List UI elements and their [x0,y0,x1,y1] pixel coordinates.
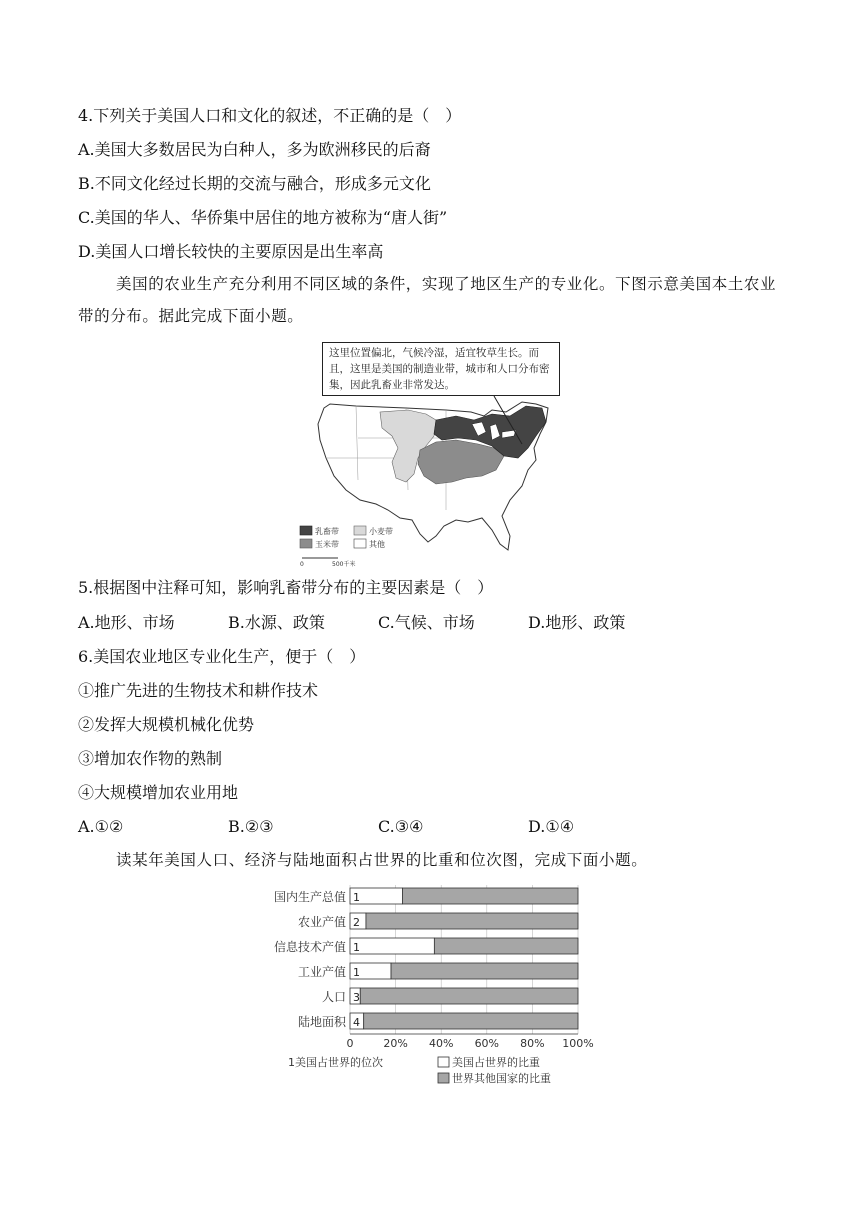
x-tick-label: 0 [346,1037,354,1050]
bar-rest-share [391,963,578,979]
q4-option-a: A.美国大多数居民为白种人，多为欧洲移民的后裔 [78,140,431,159]
category-label: 信息技术产值 [273,940,346,954]
rank-label: 1 [353,966,360,979]
x-tick-label: 100% [562,1037,594,1050]
x-tick-label: 60% [474,1037,500,1050]
bar-us-share [350,938,434,954]
bar-chart-svg [250,878,610,1093]
legend-label-wheat: 小麦带 [369,527,393,536]
q6-stem: 6.美国农业地区专业化生产，便于（ ） [78,647,366,666]
map-annotation-note: 这里位置偏北，气候冷湿，适宜牧草生长。而且，这里是美国的制造业带，城市和人口分布密集，因此乳畜业非常发达。 [322,342,560,396]
category-label: 农业产值 [297,915,346,929]
legend-label-dairy: 乳畜带 [315,527,339,536]
legend-label-us-share: 美国占世界的比重 [452,1056,540,1069]
legend-swatch-corn [300,539,312,548]
q5-option-c: C.气候、市场 [378,613,475,632]
bar-rest-share [402,888,578,904]
intro-paragraph-1: 美国的农业生产充分利用不同区域的条件，实现了地区生产的专业化。下图示意美国本土农业带的分布。据此完成下面小题。 [78,275,777,325]
q6-item-3: ③增加农作物的熟制 [78,749,223,768]
bar-rest-share [360,988,578,1004]
q6-item-4: ④大规模增加农业用地 [78,783,239,802]
us-share-bar-chart [250,878,610,1093]
scale-zero: 0 [300,561,304,568]
q6-option-c: C.③④ [378,817,424,836]
intro-paragraph-2: 读某年美国人口、经济与陆地面积占世界的比重和位次图，完成下面小题。 [116,851,648,869]
legend-swatch-wheat [354,526,366,535]
q4-stem: 4.下列关于美国人口和文化的叙述，不正确的是（ ） [78,106,462,125]
rank-legend-label: 1美国占世界的位次 [288,1056,383,1069]
legend-swatch-rest-share [438,1073,449,1083]
legend-label-rest-share: 世界其他国家的比重 [452,1072,551,1085]
q5-option-a: A.地形、市场 [78,613,175,632]
rank-label: 4 [353,1016,360,1029]
category-label: 国内生产总值 [273,890,346,904]
legend-swatch-other [354,539,366,548]
x-tick-label: 20% [383,1037,408,1050]
legend-swatch-us-share [438,1057,449,1067]
q4-option-c: C.美国的华人、华侨集中居住的地方被称为“唐人街” [78,208,448,227]
category-label: 陆地面积 [297,1015,346,1029]
q4-option-b: B.不同文化经过长期的交流与融合，形成多元文化 [78,174,431,193]
rank-label: 1 [353,941,360,954]
q6-item-2: ②发挥大规模机械化优势 [78,715,255,734]
q6-item-1: ①推广先进的生物技术和耕作技术 [78,681,319,700]
q4-option-d: D.美国人口增长较快的主要原因是出生率高 [78,242,384,261]
rank-label: 1 [353,891,360,904]
bar-rest-share [434,938,578,954]
rank-label: 3 [353,991,360,1004]
q5-option-d: D.地形、政策 [528,613,626,632]
legend-label-other: 其他 [369,540,385,549]
bar-rest-share [364,1013,578,1029]
bar-rest-share [366,913,578,929]
legend-swatch-dairy [300,526,312,535]
legend-label-corn: 玉米带 [315,540,339,549]
q6-option-d: D.①④ [528,817,575,836]
x-tick-label: 40% [428,1037,454,1050]
q5-stem: 5.根据图中注释可知，影响乳畜带分布的主要因素是（ ） [78,578,494,597]
category-label: 人口 [321,990,346,1004]
rank-label: 2 [353,916,360,929]
category-label: 工业产值 [297,965,346,979]
q6-option-a: A.①② [78,817,124,836]
q5-option-b: B.水源、政策 [228,613,325,632]
q6-option-b: B.②③ [228,817,274,836]
x-tick-label: 80% [520,1037,545,1050]
scale-label: 500千米 [332,561,356,568]
